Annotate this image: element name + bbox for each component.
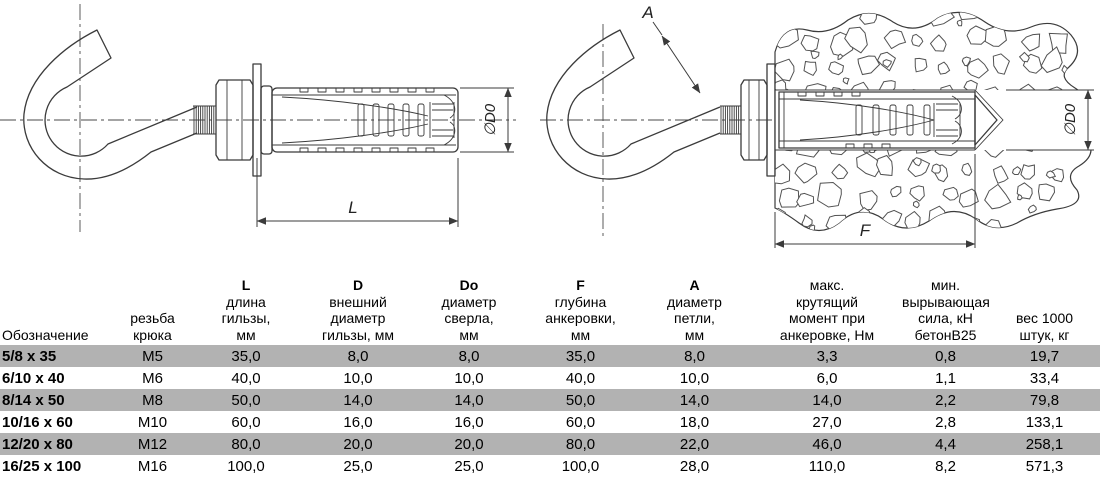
table-cell: 100,0 bbox=[227, 457, 265, 475]
table-cell: 14,0 bbox=[679, 391, 710, 409]
table-cell: 258,1 bbox=[1025, 435, 1064, 453]
table-cell: M6 bbox=[142, 369, 163, 387]
dim-label-A: A bbox=[642, 3, 654, 22]
column-symbol: D bbox=[352, 277, 364, 293]
table-cell: 50,0 bbox=[231, 391, 261, 409]
table-cell: 8,0 bbox=[347, 347, 369, 365]
table-cell: M8 bbox=[142, 391, 163, 409]
table-cell: 79,8 bbox=[1029, 391, 1060, 409]
column-header bbox=[524, 277, 637, 345]
table-row bbox=[0, 367, 1100, 389]
column-header-line: бетонВ25 bbox=[914, 326, 977, 343]
table-cell: 10,0 bbox=[454, 369, 484, 387]
table-cell: 40,0 bbox=[231, 369, 261, 387]
column-header-line: диаметр bbox=[330, 310, 386, 326]
column-header-line: мин. bbox=[930, 277, 961, 293]
table-cell: 80,0 bbox=[231, 435, 261, 453]
table-cell: 3,3 bbox=[816, 347, 838, 365]
table-cell: 2,2 bbox=[935, 391, 956, 409]
table-cell: M5 bbox=[142, 347, 163, 365]
dim-label-L: L bbox=[348, 198, 358, 217]
column-header-line: момент при bbox=[788, 310, 866, 326]
column-header bbox=[115, 310, 190, 345]
table-cell: 28,0 bbox=[679, 457, 710, 475]
column-header-line: штук, кг bbox=[1019, 326, 1070, 343]
table-cell: 133,1 bbox=[1025, 413, 1064, 431]
column-header-line: мм bbox=[570, 326, 591, 343]
hook bbox=[547, 30, 720, 179]
hook bbox=[24, 30, 197, 179]
column-header-line: Обозначение bbox=[2, 326, 89, 343]
column-header-line: петли, bbox=[674, 310, 715, 326]
column-header-line: сила, кН bbox=[918, 310, 973, 326]
column-header-line: гильзы, мм bbox=[322, 326, 394, 343]
column-header-line: мм bbox=[236, 326, 256, 343]
specifications-table bbox=[0, 252, 1100, 477]
column-header-line: длина bbox=[226, 293, 266, 310]
table-cell: 0,8 bbox=[935, 347, 956, 365]
table-cell: 4,4 bbox=[935, 435, 956, 453]
row-designation: 6/10 x 40 bbox=[2, 369, 65, 387]
column-header bbox=[190, 277, 302, 345]
table-cell: 50,0 bbox=[565, 391, 596, 409]
column-header-line: резьба bbox=[130, 310, 175, 326]
table-row bbox=[0, 455, 1100, 477]
column-header-line: мм bbox=[459, 326, 479, 343]
table-cell: 10,0 bbox=[679, 369, 710, 387]
table-cell: M16 bbox=[137, 457, 168, 475]
column-header bbox=[0, 327, 115, 346]
row-designation: 12/20 x 80 bbox=[2, 435, 73, 453]
table-cell: 571,3 bbox=[1025, 457, 1064, 475]
table-cell: 8,2 bbox=[935, 457, 956, 475]
column-header-line: вес 1000 bbox=[1015, 310, 1074, 326]
row-designation: 8/14 x 50 bbox=[2, 391, 65, 409]
column-header-line: глубина bbox=[554, 293, 607, 310]
table-cell: 35,0 bbox=[565, 347, 596, 365]
table-cell: 33,4 bbox=[1029, 369, 1060, 387]
table-cell: 14,0 bbox=[343, 391, 373, 409]
column-header-line: гильзы, bbox=[221, 310, 271, 326]
table-row bbox=[0, 411, 1100, 433]
dimension-L bbox=[257, 158, 458, 227]
dimension-A bbox=[641, 3, 700, 93]
anchor-free-view bbox=[0, 4, 516, 232]
column-header bbox=[902, 277, 989, 345]
column-header bbox=[414, 277, 524, 345]
table-cell: 27,0 bbox=[812, 413, 842, 431]
table-cell: M12 bbox=[137, 435, 168, 453]
table-cell: 25,0 bbox=[343, 457, 373, 475]
column-header bbox=[989, 310, 1100, 345]
column-header-line: анкеровки, bbox=[545, 310, 616, 326]
column-symbol: Do bbox=[459, 277, 479, 293]
table-cell: 22,0 bbox=[679, 435, 710, 453]
column-header bbox=[752, 277, 902, 345]
table-cell: 20,0 bbox=[454, 435, 484, 453]
table-cell: 60,0 bbox=[231, 413, 261, 431]
table-cell: 25,0 bbox=[454, 457, 484, 475]
row-designation: 5/8 x 35 bbox=[2, 347, 57, 365]
table-row bbox=[0, 345, 1100, 367]
table-cell: 10,0 bbox=[343, 369, 373, 387]
dim-label-D0-right: ∅D0 bbox=[1062, 103, 1079, 137]
column-header-line: внешний bbox=[329, 293, 387, 310]
table-cell: 6,0 bbox=[816, 369, 838, 387]
table-cell: 8,0 bbox=[458, 347, 480, 365]
row-designation: 10/16 x 60 bbox=[2, 413, 73, 431]
table-cell: 100,0 bbox=[561, 457, 600, 475]
dim-label-F: F bbox=[859, 221, 871, 240]
table-cell: 14,0 bbox=[454, 391, 484, 409]
table-cell: 110,0 bbox=[808, 457, 846, 475]
column-symbol: F bbox=[576, 277, 585, 293]
column-header-line: анкеровке, Нм bbox=[779, 326, 875, 343]
table-header-row bbox=[0, 252, 1100, 345]
table-body bbox=[0, 345, 1100, 477]
column-header-line: мм bbox=[684, 326, 705, 343]
column-symbol: L bbox=[241, 277, 251, 293]
table-cell: 2,8 bbox=[935, 413, 956, 431]
column-header-line: вырывающая bbox=[902, 293, 990, 310]
column-header-line: диаметр bbox=[441, 293, 497, 310]
column-header-line: макс. bbox=[809, 277, 845, 293]
column-header-line: диаметр bbox=[667, 293, 722, 310]
table-row bbox=[0, 433, 1100, 455]
table-cell: 1,1 bbox=[935, 369, 956, 387]
table-cell: 19,7 bbox=[1029, 347, 1060, 365]
table-cell: 16,0 bbox=[343, 413, 373, 431]
column-symbol: A bbox=[689, 277, 700, 293]
table-cell: 46,0 bbox=[812, 435, 842, 453]
table-cell: 60,0 bbox=[565, 413, 596, 431]
column-header bbox=[302, 277, 414, 345]
column-header-line: крюка bbox=[133, 326, 172, 343]
table-cell: 20,0 bbox=[343, 435, 373, 453]
row-designation: 16/25 x 100 bbox=[2, 457, 82, 475]
table-cell: 8,0 bbox=[684, 347, 705, 365]
table-cell: 18,0 bbox=[679, 413, 710, 431]
column-header-line: сверла, bbox=[444, 310, 494, 326]
table-cell: 80,0 bbox=[565, 435, 596, 453]
column-header bbox=[637, 277, 752, 345]
table-row bbox=[0, 389, 1100, 411]
dim-label-D0-left: ∅D0 bbox=[482, 103, 499, 137]
column-header-line: крутящий bbox=[796, 293, 858, 310]
table-cell: 14,0 bbox=[812, 391, 842, 409]
table-cell: 16,0 bbox=[454, 413, 484, 431]
table-cell: 35,0 bbox=[231, 347, 261, 365]
table-cell: 40,0 bbox=[565, 369, 596, 387]
anchor-installed-view bbox=[540, 0, 1098, 248]
table-cell: M10 bbox=[137, 413, 168, 431]
